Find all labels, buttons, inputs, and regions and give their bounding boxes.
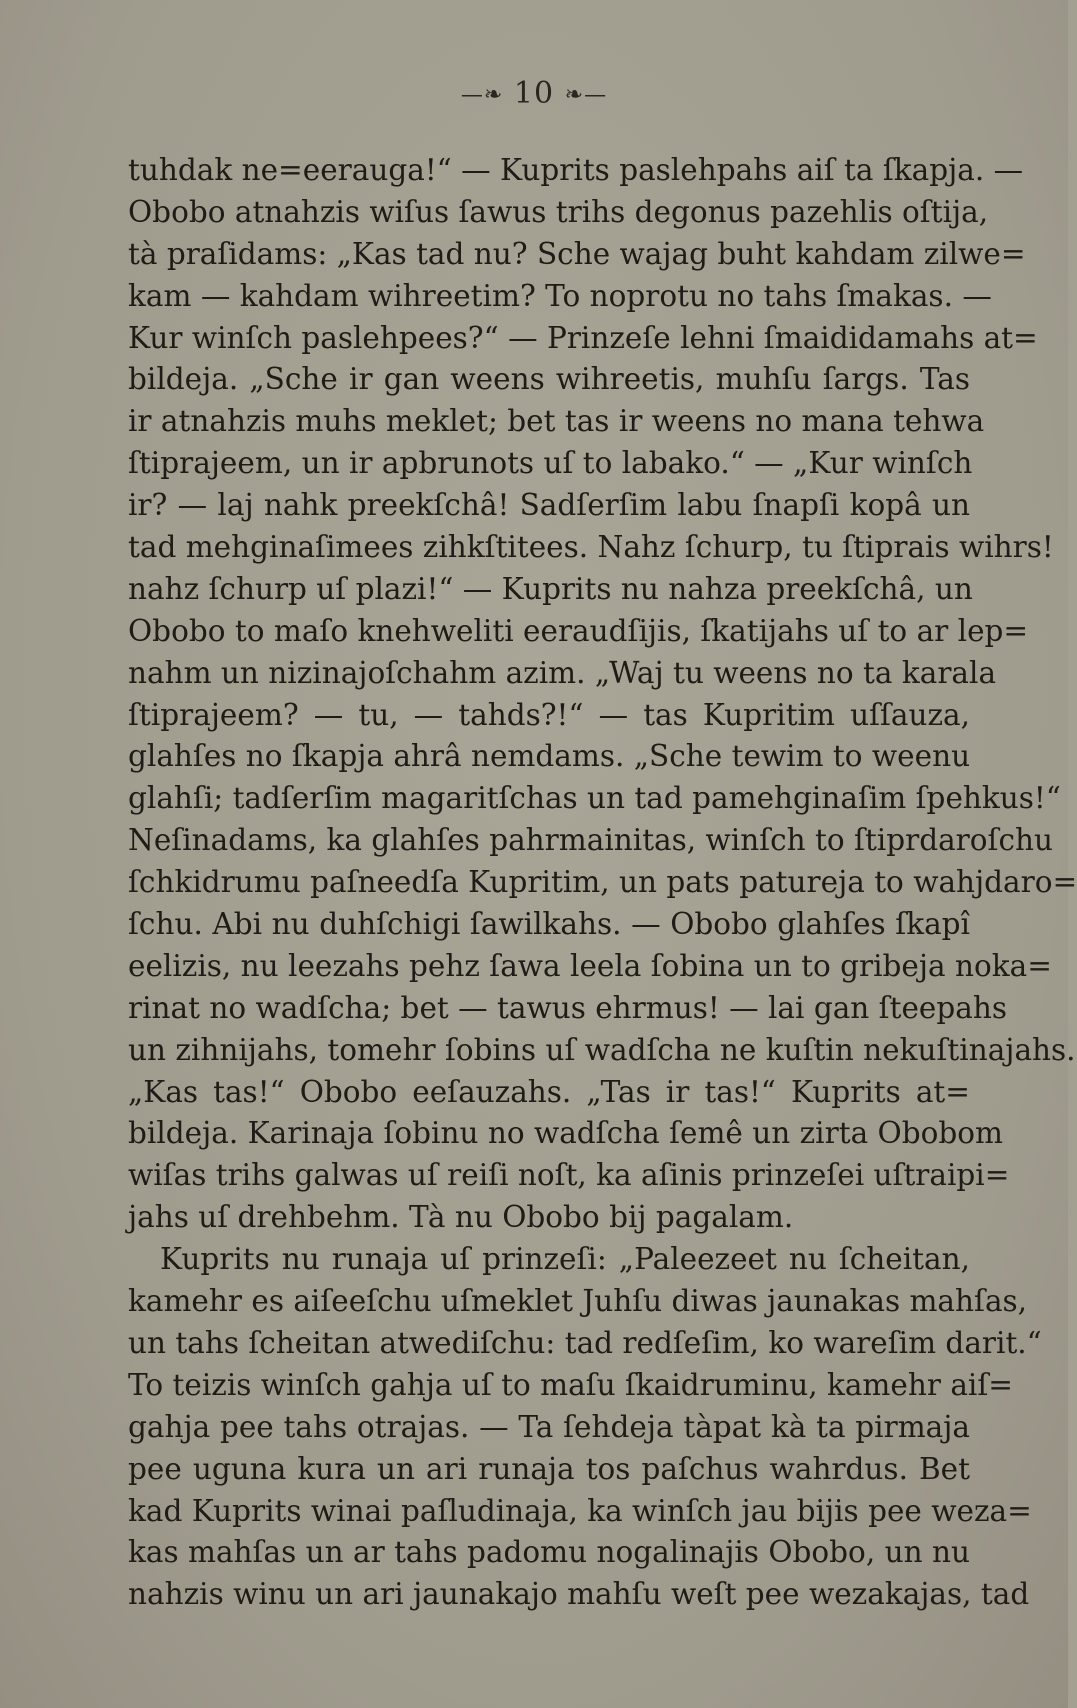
text-line: ſtiprajeem, un ir apbrunots uſ to labako.“ — „Kur winſch	[128, 446, 973, 481]
text-line: nahz ſchurp uſ plazi!“ — Kuprits nu nahza preekſchâ, un	[128, 571, 973, 606]
text-line: glahſes no ſkapja ahrâ nemdams. „Sche tewim to weenu	[128, 739, 971, 774]
text-line: ir atnahzis muhs meklet; bet tas ir weens no mana tehwa	[128, 404, 985, 439]
page-number: 10	[513, 76, 555, 111]
text-line: nahzis winu un ari jaunakajo mahſu weſt pee wezakajas, tad	[128, 1577, 1030, 1612]
paragraph-end-line: jahs uſ drehbehm. Tà nu Obobo bij pagalam.	[128, 1200, 794, 1235]
text-line: ſchu. Abi nu duhſchigi ſawilkahs. — Obobo glahſes ſkapî	[128, 907, 970, 942]
text-line: kam — kahdam wihreetim? To noprotu no tahs ſmakas. —	[128, 278, 992, 313]
text-line: „Kas tas!“ Obobo eeſauzahs. „Tas ir tas!“ Kuprits at=	[128, 1074, 970, 1109]
paragraph-start-line: Kuprits nu runaja uſ prinzeſi: „Paleezeet nu ſcheitan,	[160, 1242, 970, 1277]
text-line: tuhdak ne=eerauga!“ — Kuprits paslehpahs aiſ ta ſkapja. —	[128, 153, 1024, 187]
text-line: ir? — laj nahk preekſchâ! Sadſerſim labu ſnapſi kopâ un	[128, 488, 970, 523]
text-line: nahm un nizinajoſchahm azim. „Waj tu weens no ta karala	[128, 655, 997, 690]
text-line: un zihnijahs, tomehr ſobins uſ wadſcha ne kuſtin nekuſtinajahs.	[128, 1032, 1076, 1067]
text-line: ſchkidrumu paſneedſa Kupritim, un pats patureja to wahjdaro=	[128, 865, 1077, 900]
text-line: glahſi; tadſerſim magaritſchas un tad pamehginaſim ſpehkus!“	[128, 781, 1061, 816]
text-line: wiſas trihs galwas uſ reiſi noſt, ka aſinis prinzeſei uſtraipi=	[128, 1158, 1010, 1193]
page-header	[0, 76, 1068, 111]
body-text	[128, 150, 1077, 1616]
text-line: gahja pee tahs otrajas. — Ta ſehdeja tàpat kà ta pirmaja	[128, 1409, 970, 1444]
text-line: kad Kuprits winai paſludinaja, ka winſch jau bijis pee weza=	[128, 1493, 1032, 1528]
text-line: ſtiprajeem? — tu, — tahds?!“ — tas Kupritim uſſauza,	[128, 697, 970, 732]
text-line: tad mehginaſimees zihkſtitees. Nahz ſchurp, tu ſtiprais wihrs!	[128, 530, 1054, 565]
text-line: To teizis winſch gahja uſ to maſu ſkaidruminu, kamehr aiſ=	[128, 1367, 1013, 1402]
text-line: Obobo atnahzis wiſus ſawus trihs degonus pazehlis oſtija,	[128, 194, 989, 229]
text-line: eelizis, nu leezahs pehz ſawa leela ſobina un to gribeja noka=	[128, 948, 1052, 983]
ornament-right-icon: ❧—	[564, 82, 608, 108]
text-line: bildeja. Karinaja ſobinu no wadſcha ſemê un zirta Obobom	[128, 1116, 1003, 1151]
text-line: pee uguna kura un ari runaja tos paſchus wahrdus. Bet	[128, 1451, 970, 1486]
text-line: kamehr es aiſeeſchu uſmeklet Juhſu diwas jaunakas mahſas,	[128, 1284, 1028, 1319]
text-line: tà praſidams: „Kas tad nu? Sche wajag buht kahdam zilwe=	[128, 236, 1026, 271]
text-line: bildeja. „Sche ir gan weens wihreetis, muhſu ſargs. Tas	[128, 362, 970, 397]
text-line: kas mahſas un ar tahs padomu nogalinajis Obobo, un nu	[128, 1535, 970, 1570]
text-line: Kur winſch paslehpees?“ — Prinzeſe lehni ſmaididamahs at=	[128, 320, 1038, 355]
text-line: Obobo to maſo knehweliti eeraudſijis, ſkatijahs uſ to ar lep=	[128, 613, 1029, 648]
text-line: un tahs ſcheitan atwediſchu: tad redſeſim, ko wareſim darit.“	[128, 1325, 1042, 1360]
text-line: rinat no wadſcha; bet — tawus ehrmus! — lai gan ſteepahs	[128, 990, 1007, 1025]
text-line: Neſinadams, ka glahſes pahrmainitas, winſch to ſtiprdaroſchu	[128, 823, 1053, 858]
ornament-left-icon: —❧	[460, 82, 504, 108]
